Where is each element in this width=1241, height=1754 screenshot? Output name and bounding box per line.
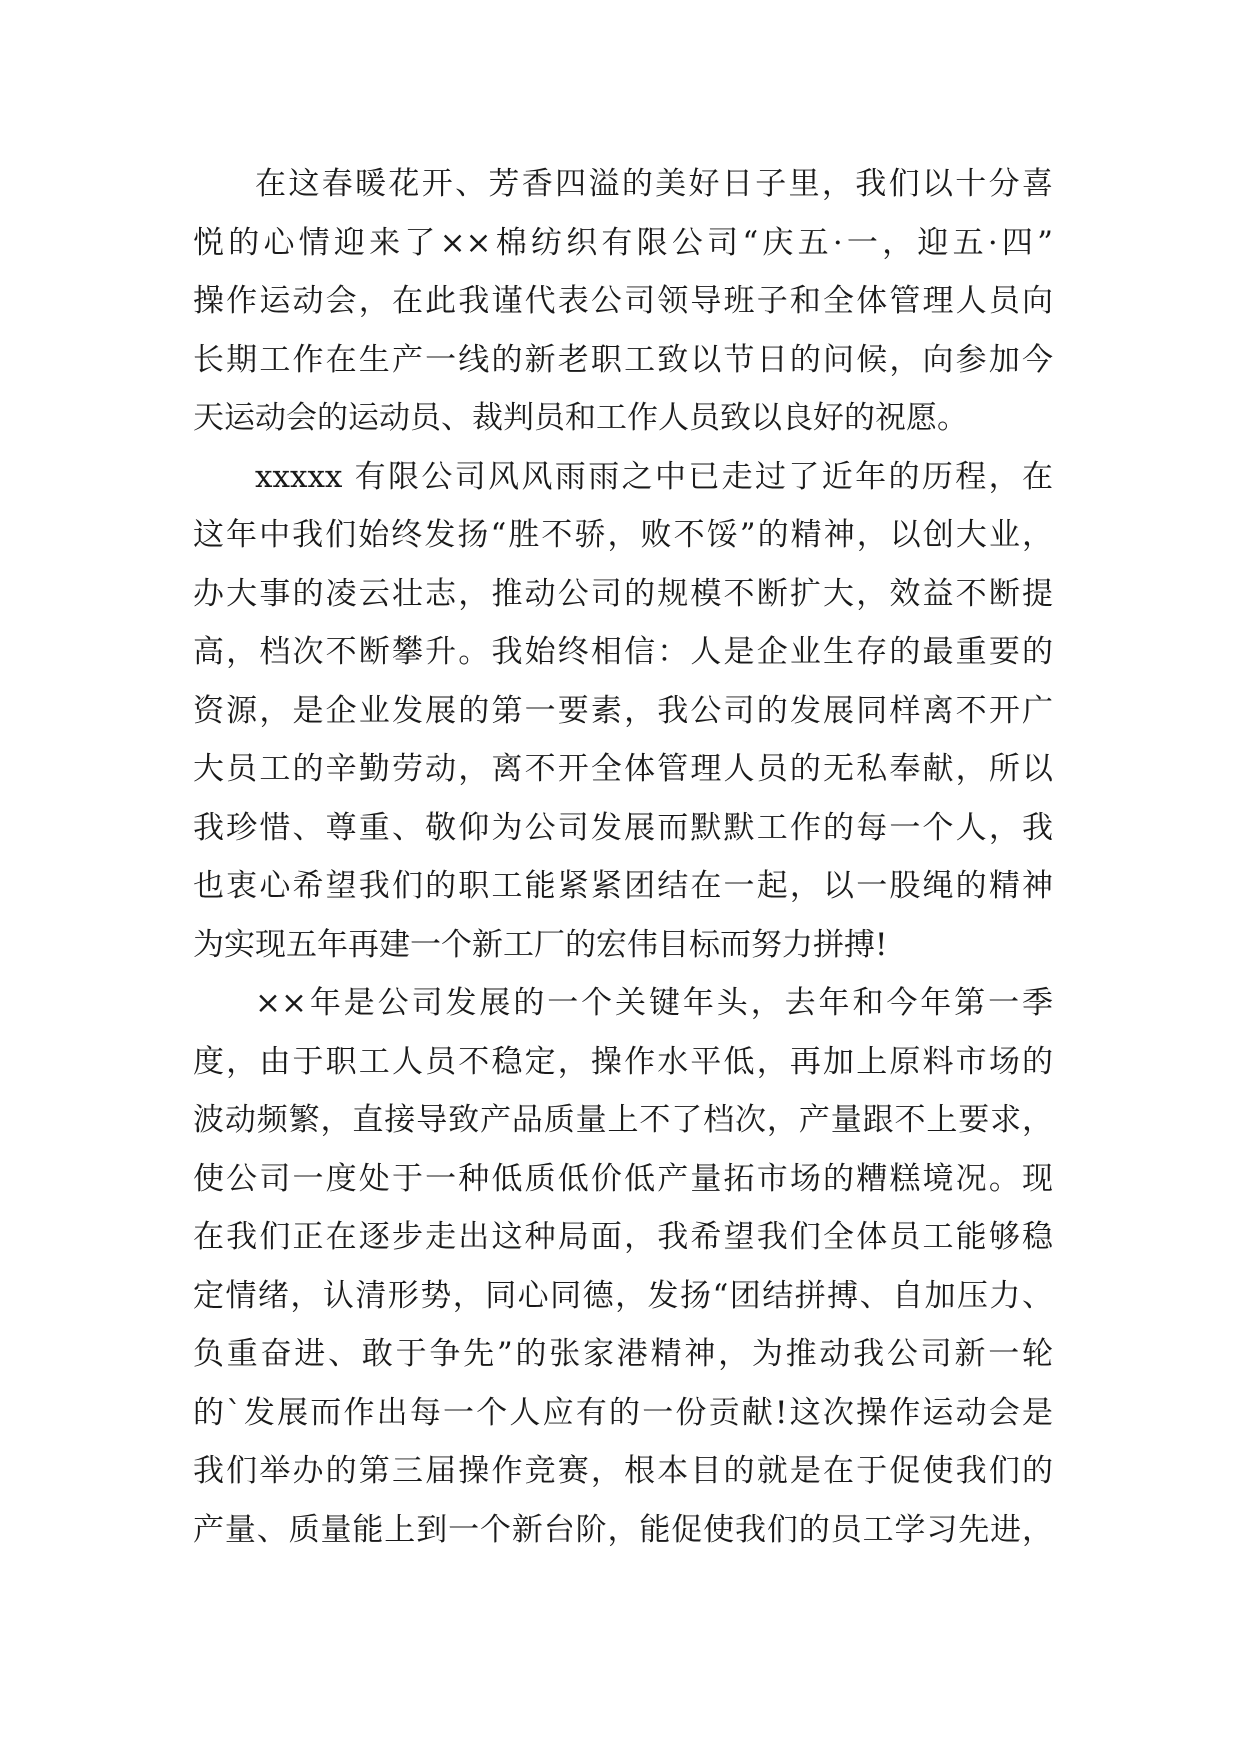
text-line: 波动频繁，直接导致产品质量上不了档次，产量跟不上要求， (193, 1102, 1053, 1138)
text-line: 我珍惜、尊重、敬仰为公司发展而默默工作的每一个人，我 (193, 809, 1053, 846)
document-body (193, 155, 1053, 1559)
text-line: 也衷心希望我们的职工能紧紧团结在一起，以一股绳的精神 (193, 868, 1053, 904)
text-line: 大员工的辛勤劳动，离不开全体管理人员的无私奉献，所以 (193, 751, 1053, 787)
text-line: 办大事的凌云壮志，推动公司的规模不断扩大，效益不断提 (193, 575, 1053, 612)
text-line: 为实现五年再建一个新工厂的宏伟目标而努力拼搏! (193, 926, 888, 963)
text-line: 在我们正在逐步走出这种局面，我希望我们全体员工能够稳 (193, 1219, 1053, 1255)
text-line: 天运动会的运动员、裁判员和工作人员致以良好的祝愿。 (193, 400, 968, 436)
text-line: xxxxx 有限公司风风雨雨之中已走过了近年的历程，在 (255, 458, 1053, 495)
paragraph-1 (193, 155, 1053, 448)
paragraph-2 (193, 448, 1053, 975)
text-line: 的`发展而作出每一个人应有的一份贡献!这次操作运动会是 (193, 1394, 1053, 1431)
text-line: 悦的心情迎来了××棉纺织有限公司“庆五·一，迎五·四” (193, 224, 1053, 261)
paragraph-3 (193, 974, 1053, 1559)
text-line: 资源，是企业发展的第一要素，我公司的发展同样离不开广 (193, 692, 1053, 729)
text-line: 度，由于职工人员不稳定，操作水平低，再加上原料市场的 (193, 1043, 1053, 1080)
text-line: 产量、质量能上到一个新台阶，能促使我们的员工学习先进， (193, 1511, 1053, 1548)
text-line: ××年是公司发展的一个关键年头，去年和今年第一季 (255, 985, 1053, 1021)
text-line: 高，档次不断攀升。我始终相信：人是企业生存的最重要的 (193, 634, 1053, 670)
text-line: 定情绪，认清形势，同心同德，发扬“团结拼搏、自加压力、 (193, 1277, 1053, 1314)
text-line: 这年中我们始终发扬“胜不骄，败不馁”的精神，以创大业， (193, 517, 1053, 553)
text-line: 负重奋进、敢于争先”的张家港精神，为推动我公司新一轮 (193, 1336, 1053, 1372)
text-line: 使公司一度处于一种低质低价低产量拓市场的糟糕境况。现 (193, 1160, 1053, 1197)
text-line: 我们举办的第三届操作竞赛，根本目的就是在于促使我们的 (193, 1453, 1053, 1489)
text-line: 长期工作在生产一线的新老职工致以节日的问候，向参加今 (193, 341, 1053, 378)
text-line: 操作运动会，在此我谨代表公司领导班子和全体管理人员向 (193, 283, 1053, 319)
text-line: 在这春暖花开、芳香四溢的美好日子里，我们以十分喜 (255, 166, 1053, 202)
